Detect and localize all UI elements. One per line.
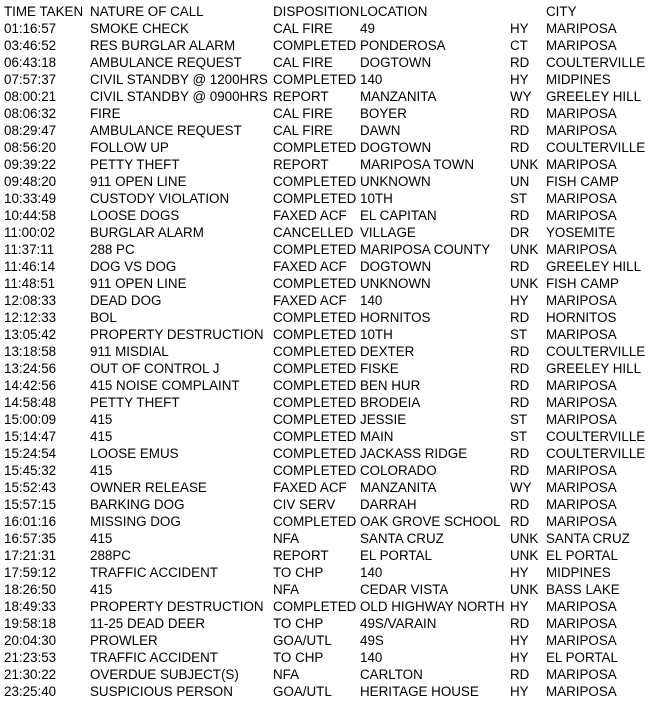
call-row bbox=[4, 224, 652, 241]
call-location: CEDAR VISTA bbox=[360, 582, 449, 597]
call-time: 13:18:58 bbox=[4, 344, 57, 359]
call-row bbox=[4, 54, 652, 71]
call-city: MARIPOSA bbox=[546, 157, 617, 172]
call-city: HORNITOS bbox=[546, 310, 617, 325]
call-road-type: RD bbox=[510, 378, 530, 393]
call-city: COULTERVILLE bbox=[546, 55, 646, 70]
call-road-type: HY bbox=[510, 684, 529, 699]
call-disposition: REPORT bbox=[273, 89, 329, 104]
call-disposition: FAXED ACF bbox=[273, 208, 347, 223]
call-disposition: COMPLETED bbox=[273, 412, 357, 427]
call-city: MARIPOSA bbox=[546, 667, 617, 682]
call-row bbox=[4, 411, 652, 428]
call-nature: FIRE bbox=[90, 106, 121, 121]
call-row bbox=[4, 666, 652, 683]
call-row bbox=[4, 343, 652, 360]
call-city: FISH CAMP bbox=[546, 276, 619, 291]
call-row bbox=[4, 173, 652, 190]
call-nature: DEAD DOG bbox=[90, 293, 162, 308]
call-location: 10TH bbox=[360, 327, 393, 342]
call-nature: 288PC bbox=[90, 548, 131, 563]
call-nature: SUSPICIOUS PERSON bbox=[90, 684, 233, 699]
call-time: 11:46:14 bbox=[4, 259, 56, 274]
call-nature: 415 bbox=[90, 412, 113, 427]
call-location: BOYER bbox=[360, 106, 407, 121]
call-nature: CUSTODY VIOLATION bbox=[90, 191, 230, 206]
call-disposition: CAL FIRE bbox=[273, 106, 333, 121]
call-time: 11:37:11 bbox=[4, 242, 55, 257]
call-location: MARIPOSA TOWN bbox=[360, 157, 475, 172]
call-disposition: COMPLETED bbox=[273, 514, 357, 529]
call-time: 13:24:56 bbox=[4, 361, 57, 376]
call-road-type: HY bbox=[510, 565, 529, 580]
header-location: LOCATION bbox=[360, 4, 428, 19]
call-city: MARIPOSA bbox=[546, 38, 617, 53]
call-city: MARIPOSA bbox=[546, 378, 617, 393]
call-row bbox=[4, 139, 652, 156]
call-location: 140 bbox=[360, 72, 383, 87]
call-disposition: COMPLETED bbox=[273, 174, 357, 189]
call-location: EL CAPITAN bbox=[360, 208, 437, 223]
call-road-type: ST bbox=[510, 327, 528, 342]
call-city: MARIPOSA bbox=[546, 123, 617, 138]
call-row bbox=[4, 581, 652, 598]
call-road-type: UN bbox=[510, 174, 530, 189]
call-disposition: COMPLETED bbox=[273, 38, 357, 53]
call-nature: LOOSE EMUS bbox=[90, 446, 179, 461]
call-nature: CIVIL STANDBY @ 1200HRS bbox=[90, 72, 268, 87]
call-time: 21:23:53 bbox=[4, 650, 57, 665]
call-nature: BARKING DOG bbox=[90, 497, 185, 512]
call-row bbox=[4, 20, 652, 37]
call-row bbox=[4, 275, 652, 292]
call-road-type: HY bbox=[510, 599, 529, 614]
call-time: 15:57:15 bbox=[4, 497, 57, 512]
call-disposition: COMPLETED bbox=[273, 361, 357, 376]
call-city: SANTA CRUZ bbox=[546, 531, 630, 546]
call-location: MANZANITA bbox=[360, 480, 437, 495]
call-time: 18:49:33 bbox=[4, 599, 57, 614]
call-disposition: TO CHP bbox=[273, 650, 324, 665]
call-row bbox=[4, 564, 652, 581]
call-city: COULTERVILLE bbox=[546, 344, 646, 359]
call-nature: TRAFFIC ACCIDENT bbox=[90, 565, 218, 580]
call-location: DOGTOWN bbox=[360, 259, 432, 274]
call-row bbox=[4, 207, 652, 224]
call-disposition: NFA bbox=[273, 531, 300, 546]
call-city: MARIPOSA bbox=[546, 616, 617, 631]
call-location: DEXTER bbox=[360, 344, 415, 359]
call-time: 12:08:33 bbox=[4, 293, 57, 308]
call-road-type: WY bbox=[510, 480, 532, 495]
call-time: 16:01:16 bbox=[4, 514, 57, 529]
call-road-type: RD bbox=[510, 514, 530, 529]
call-location: OLD HIGHWAY NORTH bbox=[360, 599, 505, 614]
call-location: BRODEIA bbox=[360, 395, 421, 410]
call-nature: 288 PC bbox=[90, 242, 135, 257]
call-disposition: COMPLETED bbox=[273, 242, 357, 257]
call-road-type: RD bbox=[510, 497, 530, 512]
call-city: MARIPOSA bbox=[546, 208, 617, 223]
call-disposition: TO CHP bbox=[273, 616, 324, 631]
call-road-type: RD bbox=[510, 310, 530, 325]
call-road-type: RD bbox=[510, 106, 530, 121]
call-disposition: CAL FIRE bbox=[273, 21, 333, 36]
call-road-type: HY bbox=[510, 72, 529, 87]
call-time: 03:46:52 bbox=[4, 38, 57, 53]
call-disposition: FAXED ACF bbox=[273, 259, 347, 274]
call-row bbox=[4, 615, 652, 632]
call-city: COULTERVILLE bbox=[546, 140, 646, 155]
call-city: MARIPOSA bbox=[546, 191, 617, 206]
call-disposition: FAXED ACF bbox=[273, 480, 347, 495]
call-location: DOGTOWN bbox=[360, 55, 432, 70]
call-location: MANZANITA bbox=[360, 89, 437, 104]
call-nature: TRAFFIC ACCIDENT bbox=[90, 650, 218, 665]
call-road-type: RD bbox=[510, 259, 530, 274]
call-row bbox=[4, 530, 652, 547]
call-road-type: DR bbox=[510, 225, 530, 240]
call-disposition: REPORT bbox=[273, 548, 329, 563]
call-time: 19:58:18 bbox=[4, 616, 57, 631]
call-road-type: UNK bbox=[510, 157, 539, 172]
call-nature: DOG VS DOG bbox=[90, 259, 177, 274]
call-disposition: COMPLETED bbox=[273, 429, 357, 444]
header-disposition: DISPOSITION bbox=[273, 4, 360, 19]
call-time: 06:43:18 bbox=[4, 55, 57, 70]
call-location: EL PORTAL bbox=[360, 548, 432, 563]
call-road-type: HY bbox=[510, 650, 529, 665]
call-time: 11:00:02 bbox=[4, 225, 56, 240]
call-disposition: COMPLETED bbox=[273, 378, 357, 393]
call-city: MARIPOSA bbox=[546, 633, 617, 648]
call-location: SANTA CRUZ bbox=[360, 531, 444, 546]
call-road-type: RD bbox=[510, 446, 530, 461]
call-nature: 415 bbox=[90, 582, 113, 597]
call-time: 11:48:51 bbox=[4, 276, 56, 291]
call-city: MARIPOSA bbox=[546, 106, 617, 121]
call-row bbox=[4, 683, 652, 700]
call-road-type: HY bbox=[510, 633, 529, 648]
call-location: 140 bbox=[360, 565, 383, 580]
call-time: 20:04:30 bbox=[4, 633, 57, 648]
call-time: 13:05:42 bbox=[4, 327, 57, 342]
call-nature: OVERDUE SUBJECT(S) bbox=[90, 667, 239, 682]
call-disposition: CANCELLED bbox=[273, 225, 354, 240]
call-location: FISKE bbox=[360, 361, 399, 376]
call-time: 15:00:09 bbox=[4, 412, 57, 427]
call-disposition: CAL FIRE bbox=[273, 55, 333, 70]
call-city: BASS LAKE bbox=[546, 582, 620, 597]
call-nature: OUT OF CONTROL J bbox=[90, 361, 220, 376]
call-row bbox=[4, 496, 652, 513]
call-disposition: GOA/UTL bbox=[273, 684, 332, 699]
call-time: 08:29:47 bbox=[4, 123, 57, 138]
call-time: 09:39:22 bbox=[4, 157, 57, 172]
call-row bbox=[4, 309, 652, 326]
call-city: MARIPOSA bbox=[546, 395, 617, 410]
call-city: MARIPOSA bbox=[546, 412, 617, 427]
call-row bbox=[4, 105, 652, 122]
call-location: 49S bbox=[360, 633, 384, 648]
call-city: MARIPOSA bbox=[546, 684, 617, 699]
call-time: 09:48:20 bbox=[4, 174, 57, 189]
call-location: BEN HUR bbox=[360, 378, 421, 393]
header-nature: NATURE OF CALL bbox=[90, 4, 204, 19]
call-row bbox=[4, 326, 652, 343]
call-row bbox=[4, 632, 652, 649]
call-time: 10:33:49 bbox=[4, 191, 57, 206]
call-disposition: FAXED ACF bbox=[273, 293, 347, 308]
call-city: MARIPOSA bbox=[546, 293, 617, 308]
call-location: OAK GROVE SCHOOL bbox=[360, 514, 501, 529]
call-disposition: CIV SERV bbox=[273, 497, 336, 512]
header-row bbox=[4, 3, 652, 20]
call-row bbox=[4, 190, 652, 207]
call-nature: BOL bbox=[90, 310, 117, 325]
call-row bbox=[4, 292, 652, 309]
call-road-type: ST bbox=[510, 429, 528, 444]
call-row bbox=[4, 71, 652, 88]
call-nature: PROPERTY DESTRUCTION bbox=[90, 599, 264, 614]
call-nature: RES BURGLAR ALARM bbox=[90, 38, 236, 53]
call-city: EL PORTAL bbox=[546, 548, 618, 563]
call-road-type: UNK bbox=[510, 242, 539, 257]
call-road-type: RD bbox=[510, 140, 530, 155]
call-row bbox=[4, 394, 652, 411]
call-disposition: NFA bbox=[273, 667, 300, 682]
call-row bbox=[4, 156, 652, 173]
call-city: EL PORTAL bbox=[546, 650, 618, 665]
header-time: TIME TAKEN bbox=[4, 4, 84, 19]
call-row bbox=[4, 649, 652, 666]
call-city: COULTERVILLE bbox=[546, 429, 646, 444]
call-nature: 415 bbox=[90, 531, 113, 546]
call-road-type: UNK bbox=[510, 548, 539, 563]
call-time: 08:00:21 bbox=[4, 89, 57, 104]
call-disposition: TO CHP bbox=[273, 565, 324, 580]
call-road-type: UNK bbox=[510, 276, 539, 291]
header-city: CITY bbox=[546, 4, 577, 19]
call-location: UNKNOWN bbox=[360, 174, 431, 189]
call-city: GREELEY HILL bbox=[546, 259, 642, 274]
call-city: MARIPOSA bbox=[546, 242, 617, 257]
call-nature: 415 bbox=[90, 463, 113, 478]
call-road-type: ST bbox=[510, 412, 528, 427]
call-city: MARIPOSA bbox=[546, 497, 617, 512]
call-nature: 11-25 DEAD DEER bbox=[90, 616, 206, 631]
call-nature: 415 NOISE COMPLAINT bbox=[90, 378, 240, 393]
call-time: 07:57:37 bbox=[4, 72, 57, 87]
call-location: 140 bbox=[360, 293, 383, 308]
call-row bbox=[4, 122, 652, 139]
call-disposition: COMPLETED bbox=[273, 72, 357, 87]
call-disposition: COMPLETED bbox=[273, 276, 357, 291]
call-nature: SMOKE CHECK bbox=[90, 21, 189, 36]
call-nature: AMBULANCE REQUEST bbox=[90, 123, 242, 138]
call-nature: OWNER RELEASE bbox=[90, 480, 207, 495]
call-city: MIDPINES bbox=[546, 72, 611, 87]
call-road-type: UNK bbox=[510, 582, 539, 597]
call-road-type: ST bbox=[510, 191, 528, 206]
call-road-type: RD bbox=[510, 463, 530, 478]
call-log bbox=[4, 3, 652, 700]
call-location: MARIPOSA COUNTY bbox=[360, 242, 491, 257]
call-disposition: COMPLETED bbox=[273, 446, 357, 461]
call-nature: LOOSE DOGS bbox=[90, 208, 180, 223]
call-disposition: COMPLETED bbox=[273, 395, 357, 410]
call-disposition: GOA/UTL bbox=[273, 633, 332, 648]
call-location: DAWN bbox=[360, 123, 401, 138]
call-row bbox=[4, 241, 652, 258]
call-row bbox=[4, 258, 652, 275]
call-row bbox=[4, 37, 652, 54]
call-location: DARRAH bbox=[360, 497, 417, 512]
call-city: MARIPOSA bbox=[546, 480, 617, 495]
call-disposition: NFA bbox=[273, 582, 300, 597]
call-nature: CIVIL STANDBY @ 0900HRS bbox=[90, 89, 268, 104]
call-location: HERITAGE HOUSE bbox=[360, 684, 479, 699]
call-city: COULTERVILLE bbox=[546, 446, 646, 461]
call-disposition: COMPLETED bbox=[273, 463, 357, 478]
call-nature: FOLLOW UP bbox=[90, 140, 169, 155]
call-row bbox=[4, 598, 652, 615]
call-road-type: RD bbox=[510, 616, 530, 631]
call-time: 08:56:20 bbox=[4, 140, 57, 155]
call-location: HORNITOS bbox=[360, 310, 431, 325]
call-road-type: HY bbox=[510, 21, 529, 36]
call-nature: PETTY THEFT bbox=[90, 157, 180, 172]
call-row bbox=[4, 547, 652, 564]
call-row bbox=[4, 445, 652, 462]
call-location: CARLTON bbox=[360, 667, 423, 682]
call-row bbox=[4, 360, 652, 377]
call-nature: 415 bbox=[90, 429, 113, 444]
call-city: MARIPOSA bbox=[546, 599, 617, 614]
call-city: GREELEY HILL bbox=[546, 89, 642, 104]
call-location: VILLAGE bbox=[360, 225, 416, 240]
call-time: 17:59:12 bbox=[4, 565, 57, 580]
call-road-type: RD bbox=[510, 344, 530, 359]
call-rows bbox=[4, 20, 652, 700]
call-location: 49S/VARAIN bbox=[360, 616, 437, 631]
call-time: 08:06:32 bbox=[4, 106, 57, 121]
call-road-type: RD bbox=[510, 123, 530, 138]
call-row bbox=[4, 428, 652, 445]
call-road-type: HY bbox=[510, 293, 529, 308]
call-location: JACKASS RIDGE bbox=[360, 446, 468, 461]
call-time: 15:14:47 bbox=[4, 429, 57, 444]
call-time: 15:52:43 bbox=[4, 480, 57, 495]
call-time: 01:16:57 bbox=[4, 21, 57, 36]
call-time: 12:12:33 bbox=[4, 310, 57, 325]
call-nature: MISSING DOG bbox=[90, 514, 181, 529]
call-time: 23:25:40 bbox=[4, 684, 57, 699]
call-city: MARIPOSA bbox=[546, 514, 617, 529]
call-disposition: COMPLETED bbox=[273, 310, 357, 325]
call-location: MAIN bbox=[360, 429, 394, 444]
call-city: MARIPOSA bbox=[546, 21, 617, 36]
call-time: 17:21:31 bbox=[4, 548, 57, 563]
call-nature: BURGLAR ALARM bbox=[90, 225, 204, 240]
call-time: 18:26:50 bbox=[4, 582, 57, 597]
call-time: 15:45:32 bbox=[4, 463, 57, 478]
call-row bbox=[4, 513, 652, 530]
call-location: COLORADO bbox=[360, 463, 437, 478]
call-city: MIDPINES bbox=[546, 565, 611, 580]
call-disposition: COMPLETED bbox=[273, 344, 357, 359]
call-road-type: RD bbox=[510, 361, 530, 376]
call-row bbox=[4, 462, 652, 479]
call-time: 15:24:54 bbox=[4, 446, 57, 461]
call-road-type: WY bbox=[510, 89, 532, 104]
call-nature: AMBULANCE REQUEST bbox=[90, 55, 242, 70]
call-city: YOSEMITE bbox=[546, 225, 616, 240]
call-road-type: CT bbox=[510, 38, 528, 53]
call-location: 10TH bbox=[360, 191, 393, 206]
call-city: GREELEY HILL bbox=[546, 361, 642, 376]
call-location: UNKNOWN bbox=[360, 276, 431, 291]
call-time: 16:57:35 bbox=[4, 531, 57, 546]
call-location: 140 bbox=[360, 650, 383, 665]
call-location: 49 bbox=[360, 21, 375, 36]
call-time: 21:30:22 bbox=[4, 667, 57, 682]
call-disposition: COMPLETED bbox=[273, 599, 357, 614]
call-disposition: COMPLETED bbox=[273, 140, 357, 155]
call-row bbox=[4, 88, 652, 105]
call-nature: 911 OPEN LINE bbox=[90, 174, 187, 189]
call-nature: PROWLER bbox=[90, 633, 158, 648]
call-time: 14:42:56 bbox=[4, 378, 57, 393]
call-city: MARIPOSA bbox=[546, 327, 617, 342]
call-city: MARIPOSA bbox=[546, 463, 617, 478]
call-road-type: UNK bbox=[510, 531, 539, 546]
call-nature: PROPERTY DESTRUCTION bbox=[90, 327, 264, 342]
call-disposition: REPORT bbox=[273, 157, 329, 172]
call-disposition: COMPLETED bbox=[273, 191, 357, 206]
call-nature: 911 OPEN LINE bbox=[90, 276, 187, 291]
call-time: 10:44:58 bbox=[4, 208, 57, 223]
call-row bbox=[4, 377, 652, 394]
call-nature: 911 MISDIAL bbox=[90, 344, 169, 359]
call-road-type: RD bbox=[510, 395, 530, 410]
call-disposition: CAL FIRE bbox=[273, 123, 333, 138]
call-location: PONDEROSA bbox=[360, 38, 446, 53]
call-row bbox=[4, 479, 652, 496]
call-city: FISH CAMP bbox=[546, 174, 619, 189]
call-road-type: RD bbox=[510, 55, 530, 70]
call-nature: PETTY THEFT bbox=[90, 395, 180, 410]
call-location: JESSIE bbox=[360, 412, 407, 427]
call-disposition: COMPLETED bbox=[273, 327, 357, 342]
call-road-type: RD bbox=[510, 208, 530, 223]
call-time: 14:58:48 bbox=[4, 395, 57, 410]
call-location: DOGTOWN bbox=[360, 140, 432, 155]
call-road-type: RD bbox=[510, 667, 530, 682]
